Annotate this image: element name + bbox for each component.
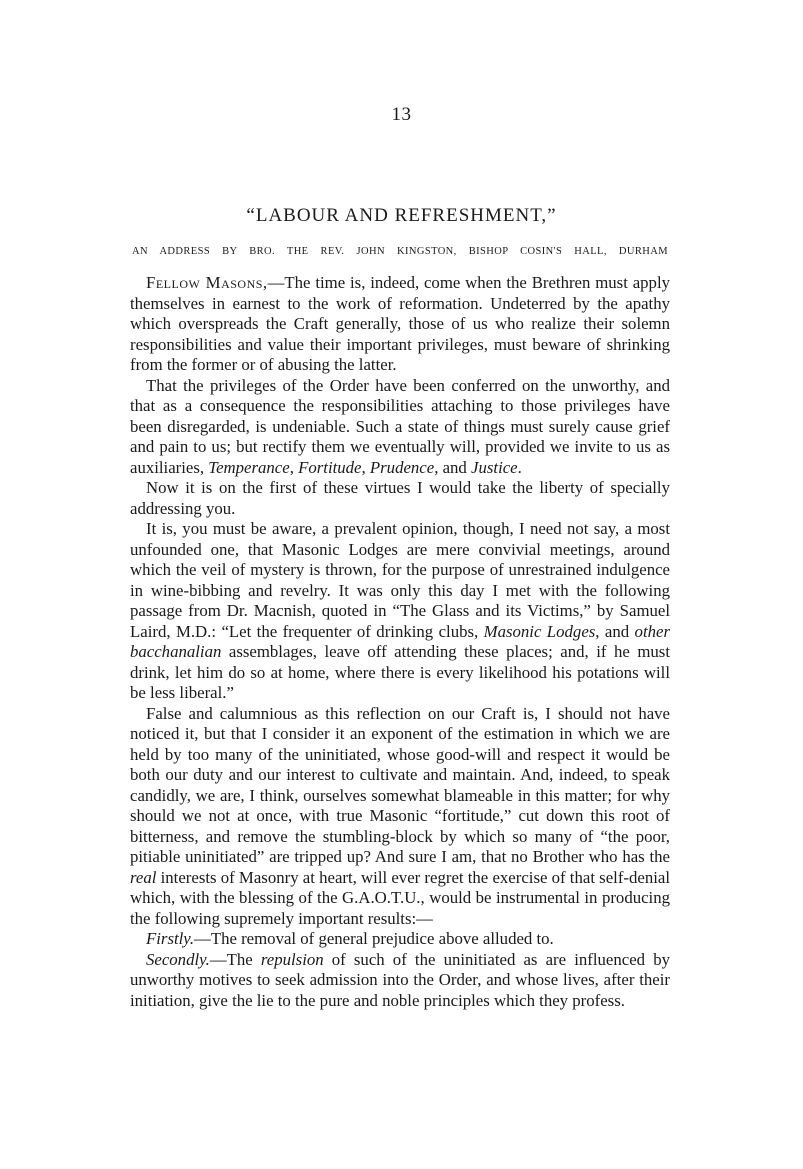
italic-phrase: Masonic Lodges	[483, 621, 596, 641]
separator: ,	[361, 457, 370, 477]
separator: .	[517, 457, 522, 477]
list-label: Firstly.	[146, 929, 195, 948]
paragraph-1	[130, 273, 670, 376]
paragraph-text: False and calumnious as this reflection on our Craft is, I should not have noticed it, but that I consider it an exponent of the estimation in which we are held by too many of the uninitiated, whose good-will and respect it would be both our duty and our interest to cultivate and maintain. And, indeed, to speak candidly, we are, I think, ourselves somewhat blameable in this matter; for why should we not at once, with true Masonic “fortitude,” cut down this root of bitterness, and remove the stumbling-block by which so many of “the poor, pitiable uninitiated” are tripped up? And sure I am, that no Brother who has the	[130, 703, 670, 866]
byline: AN ADDRESS BY BRO. THE REV. JOHN KINGSTON, BISHOP COSIN'S HALL, DURHAM	[132, 246, 668, 257]
paragraph-text: assemblages, leave off attending these places; and, if he must drink, let him do so at home, where there is every likelihood his potations will be less liberal.”	[130, 642, 670, 702]
paragraph-2	[130, 376, 670, 479]
separator: , and	[434, 457, 472, 477]
list-label: Secondly.	[146, 949, 210, 969]
virtue-fortitude: Fortitude	[298, 457, 362, 477]
paragraph-text: —The	[209, 949, 261, 969]
paragraph-firstly	[130, 929, 670, 950]
paragraph-text: —The removal of general prejudice above alluded to.	[194, 929, 554, 948]
paragraph-text: , and	[595, 621, 635, 641]
paragraph-text: interests of Masonry at heart, will ever regret the exercise of that self-denial which, with the blessing of the G.A.O.T.U., would be instrumental in producing the following supremely important results:—	[130, 867, 670, 928]
paragraph-3: Now it is on the first of these virtues I would take the liberty of specially addressing you.	[130, 478, 670, 518]
salutation: Fellow Masons,	[146, 273, 268, 292]
paragraph-secondly	[130, 950, 670, 1012]
page-number: 13	[391, 104, 412, 125]
virtue-prudence: Prudence	[369, 457, 435, 477]
italic-phrase: other bacchanalian	[130, 621, 670, 661]
italic-phrase: repulsion	[260, 949, 324, 969]
virtue-temperance: Temperance	[208, 457, 290, 477]
article-body	[130, 273, 670, 1011]
virtue-justice: Justice	[471, 457, 518, 477]
paragraph-text: of such of the uninitiated as are influenced by unworthy motives to seek admission into the Order, and whose lives, after their initiation, give the lie to the pure and noble principles which they profess.	[130, 949, 670, 1010]
paragraph-4	[130, 519, 670, 704]
paragraph-text: That the privileges of the Order have been conferred on the unworthy, and that as a consequence the responsibilities attaching to those privileges have been disregarded, is undeniable. Such a state of things must surely cause grief and pain to us; but rectify them we eventually will, provided we invite to us as auxiliaries,	[130, 375, 670, 477]
paragraph-text: It is, you must be aware, a prevalent opinion, though, I need not say, a most unfounded one, that Masonic Lodges are mere convivial meetings, around which the veil of mystery is thrown, for the purpose of unrestrained indulgence in wine-bibbing and revelry. It was only this day I met with the following passage from Dr. Macnish, quoted in “The Glass and its Victims,” by Samuel Laird, M.D.: “Let the frequenter of drinking clubs,	[130, 519, 670, 641]
separator: ,	[289, 457, 299, 477]
italic-phrase: real	[130, 867, 157, 887]
article-title: “LABOUR AND REFRESHMENT,”	[246, 205, 557, 226]
paragraph-5	[130, 704, 670, 930]
paragraph-text: —The time is, indeed, come when the Brethren must apply themselves in earnest to the work of reformation. Undeterred by the apathy which overspreads the Craft generally, those of us who realize their solemn responsibilities and value their important privileges, must beware of shrinking from the former or of abusing the latter.	[130, 273, 670, 374]
